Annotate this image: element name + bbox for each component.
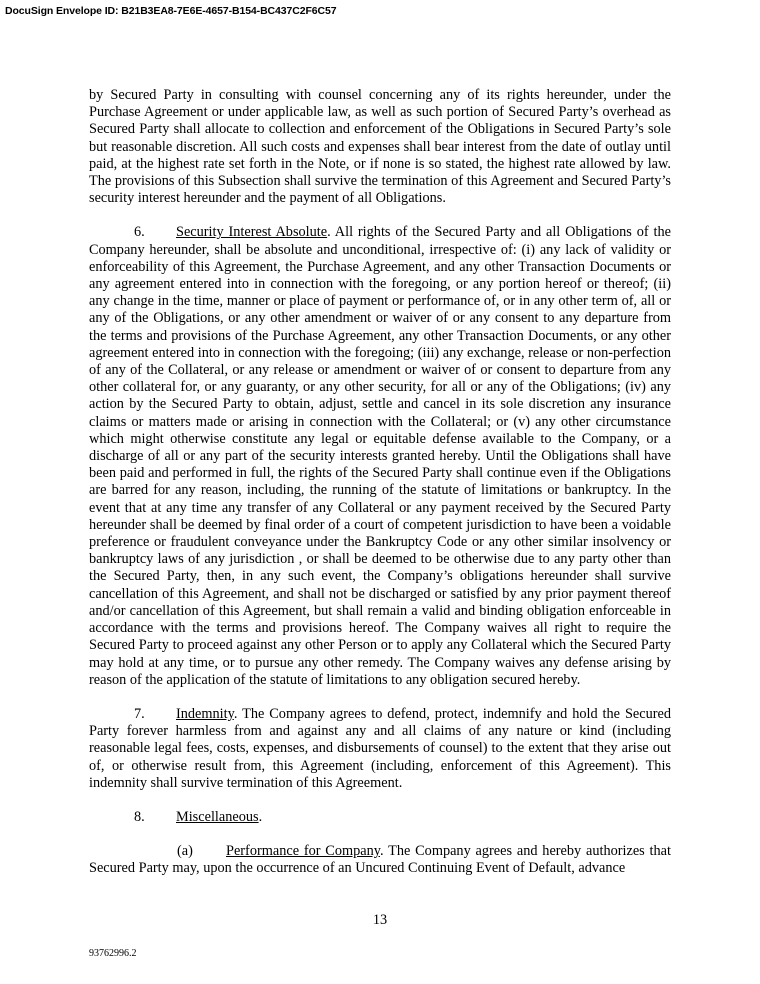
section-8-paragraph xyxy=(89,809,671,826)
section-8a-body: . The Company agrees and hereby authorizes that Secured Party may, upon the occurrence of an Uncured Continuing Event of Default, advance xyxy=(89,843,671,877)
section-6-paragraph xyxy=(89,224,671,688)
section-8a-number: (a) xyxy=(177,843,193,860)
docusign-envelope-id: DocuSign Envelope ID: B21B3EA8-7E6E-4657-B154-BC437C2F6C57 xyxy=(5,5,337,17)
continuation-paragraph: by Secured Party in consulting with counsel concerning any of its rights hereunder, under the Purchase Agreement or under applicable law, as well as such portion of Secured Party’s overhead as Secured Party shall allocate to collection and enforcement of the Obligations in Secured Party’s sole but reasonable discretion. All such costs and expenses shall bear interest from the date of outlay until paid, at the highest rate set forth in the Note, or if none is so stated, the highest rate allowed by law. The provisions of this Subsection shall survive the termination of this Agreement and Secured Party’s security interest hereunder and the payment of all Obligations. xyxy=(89,87,671,207)
section-7-number: 7. xyxy=(134,705,145,722)
section-6-heading: Security Interest Absolute xyxy=(176,224,328,241)
section-8-heading: Miscellaneous xyxy=(176,808,259,825)
paragraph-gap xyxy=(89,826,671,843)
section-6-number: 6. xyxy=(134,224,145,241)
section-7-body: . The Company agrees to defend, protect, indemnify and hold the Secured Party forever harmless from and against any and all claims of any nature or kind (including reasonable legal fees, costs, expenses, and disbursements of counsel) to the extent that they arise out of, or otherwise result from, this Agreement (including, enforcement of this Agreement). This indemnity shall survive termination of this Agreement. xyxy=(89,705,671,791)
paragraph-gap xyxy=(89,207,671,224)
document-number: 93762996.2 xyxy=(89,948,137,959)
section-8a-paragraph xyxy=(89,843,671,877)
paragraph-gap xyxy=(89,689,671,706)
document-page xyxy=(89,87,671,878)
section-8-trail: . xyxy=(258,808,263,825)
section-8a-heading: Performance for Company xyxy=(226,843,380,860)
section-7-paragraph xyxy=(89,706,671,792)
section-7-heading: Indemnity xyxy=(176,705,234,722)
paragraph-gap xyxy=(89,792,671,809)
page-number: 13 xyxy=(372,912,388,928)
section-8-number: 8. xyxy=(134,808,145,825)
section-6-body: . All rights of the Secured Party and all Obligations of the Company hereunder, shall be absolute and unconditional, irrespective of: (i) any lack of validity or enforceability of this Agreement, the Purchase Agreement, and any other Transaction Documents or any agreement entered into in connection with the foregoing, or any portion hereof or thereof; (ii) any change in the time, manner or place of payment or performance of, or in any other term of, all or any of the Obligations, or any other amendment or waiver of or any consent to any departure from the terms and provisions of the Purchase Agreement, any other Transaction Documents, or any other agreement entered into in connection with the foregoing; (iii) any exchange, release or non-perfection of any of the Collateral, or any release or amendment or waiver of or consent to departure from any other collateral for, or any guaranty, or any other security, for all or any of the Obligations; (iv) any action by the Secured Party to obtain, adjust, settle and cancel in its sole discretion any insurance claims or matters made or arising in connection with the Collateral; or (v) any other circumstance which might otherwise constitute any legal or equitable defense available to the Company, or a discharge of all or any part of the security interests granted hereby. Until the Obligations shall have been paid and performed in full, the rights of the Secured Party shall continue even if the Obligations are barred for any reason, including, the running of the statute of limitations or bankruptcy. In the event that at any time any transfer of any Collateral or any payment received by the Secured Party hereunder shall be deemed by final order of a court of competent jurisdiction to have been a voidable preference or fraudulent conveyance under the Bankruptcy Code or any other similar insolvency or bankruptcy laws of any jurisdiction , or shall be deemed to be otherwise due to any party other than the Secured Party, then, in any such event, the Company’s obligations hereunder shall survive cancellation of this Agreement, and shall not be discharged or satisfied by any prior payment thereof and/or cancellation of this Agreement, but shall remain a valid and binding obligation enforceable in accordance with the terms and provisions hereof. The Company waives all right to require the Secured Party to proceed against any other Person or to apply any Collateral which the Secured Party may hold at any time, or to pursue any other remedy. The Company waives any defense arising by reason of the application of the statute of limitations to any obligation secured hereby. xyxy=(89,224,672,688)
